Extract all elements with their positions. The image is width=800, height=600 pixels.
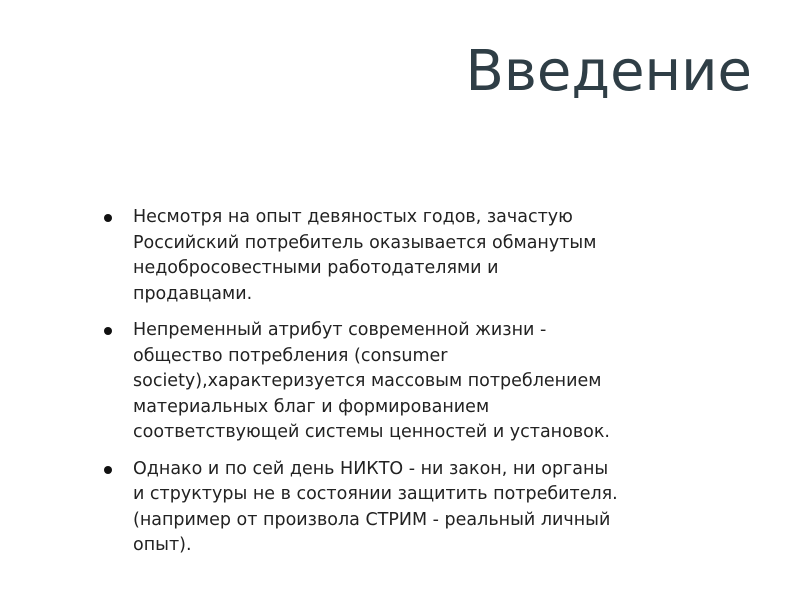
bullet-line: society),характеризуется массовым потреблением	[133, 371, 602, 391]
bullet-line: общество потребления (consumer	[133, 345, 448, 366]
bullet-line: недобросовестными работодателями и	[133, 258, 499, 278]
bullet-line: опыт).	[133, 535, 192, 555]
bullet-list	[104, 205, 724, 570]
bullet-line: Непременный атрибут современной жизни -	[133, 320, 547, 340]
bullet-dot-icon	[104, 214, 112, 222]
bullet-line: (например от произвола СТРИМ - реальный личный	[133, 509, 611, 530]
bullet-line: Несмотря на опыт девяностых годов, зачастую	[133, 207, 573, 227]
bullet-item-1	[104, 205, 724, 307]
bullet-line: материальных благ и формированием	[133, 396, 490, 417]
slide-title: Введение	[465, 39, 752, 104]
bullet-line: Российский потребитель оказывается обманутым	[133, 232, 597, 253]
bullet-line: продавцами.	[133, 283, 253, 304]
bullet-dot-icon	[104, 327, 112, 335]
bullet-item-2	[104, 318, 724, 446]
bullet-line: Однако и по сей день НИКТО - ни закон, ни органы	[133, 458, 609, 479]
bullet-dot-icon	[104, 466, 112, 474]
bullet-line: и структуры не в состоянии защитить потребителя.	[133, 484, 618, 504]
bullet-line: соответствующей системы ценностей и установок.	[133, 422, 610, 442]
bullet-item-3	[104, 457, 724, 559]
